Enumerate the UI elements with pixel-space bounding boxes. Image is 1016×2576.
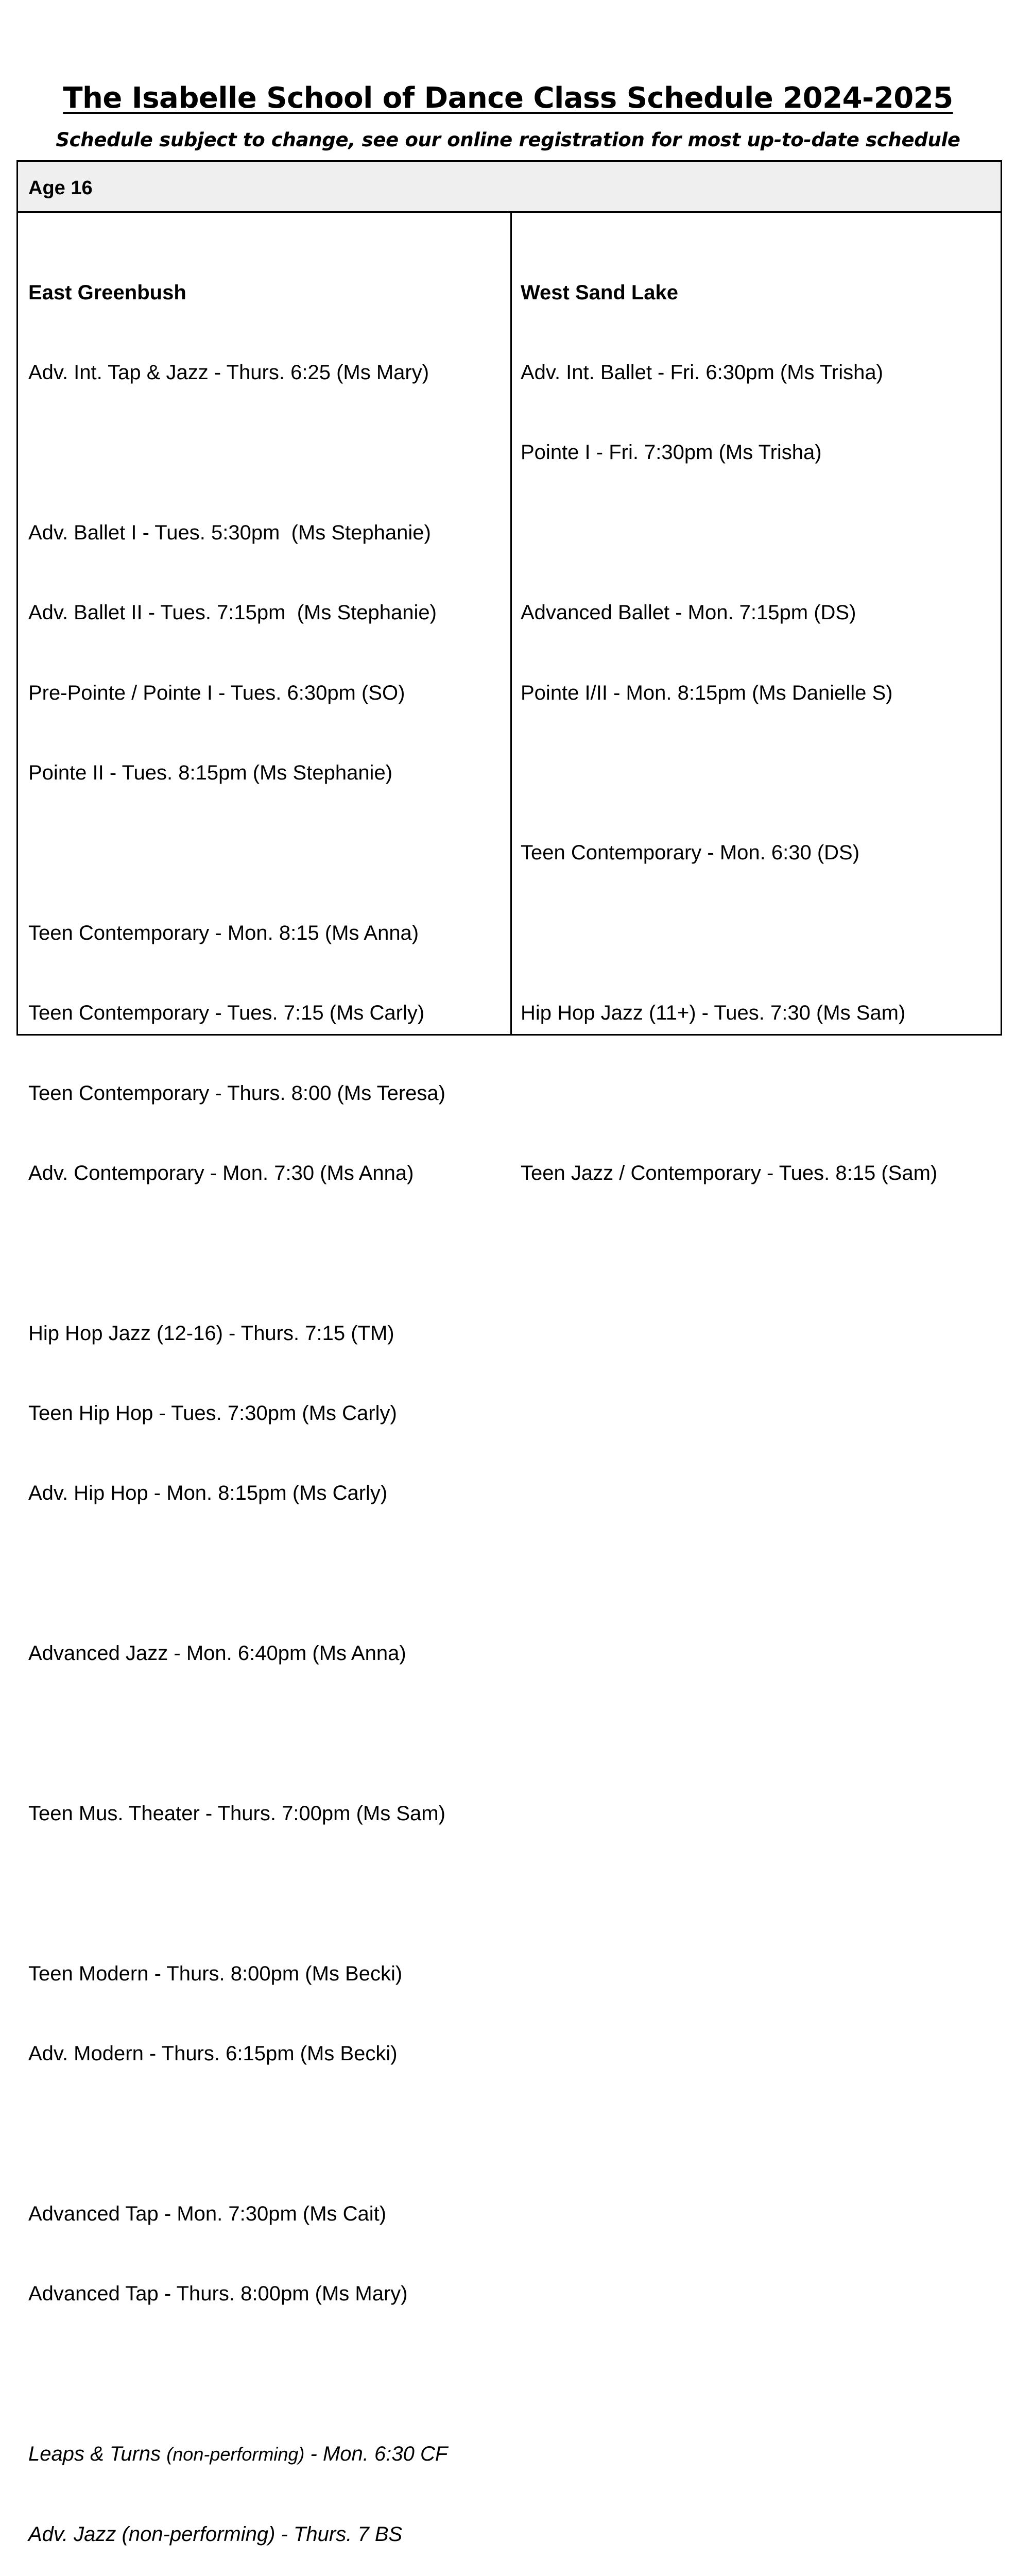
- class-entry: Pre-Pointe / Pointe I - Tues. 6:30pm (SO): [28, 681, 405, 704]
- class-entry: Advanced Ballet - Mon. 7:15pm (DS): [521, 601, 856, 624]
- age-header: [18, 162, 1001, 213]
- class-entry: Teen Contemporary - Thurs. 8:00 (Ms Teresa): [28, 1081, 445, 1105]
- class-entry: Advanced Jazz - Mon. 6:40pm (Ms Anna): [28, 1642, 406, 1665]
- location-heading: East Greenbush: [28, 281, 186, 304]
- class-entry: Teen Modern - Thurs. 8:00pm (Ms Becki): [28, 1962, 403, 1985]
- class-entry: Advanced Tap - Mon. 7:30pm (Ms Cait): [28, 2202, 387, 2225]
- non-performing-entry: [28, 2441, 507, 2468]
- class-entry: Pointe I - Fri. 7:30pm (Ms Trisha): [521, 441, 822, 464]
- class-entry: Hip Hop Jazz (11+) - Tues. 7:30 (Ms Sam): [521, 1002, 906, 1025]
- class-entry: Adv. Modern - Thurs. 6:15pm (Ms Becki): [28, 2042, 398, 2065]
- class-entry: Adv. Int. Tap & Jazz - Thurs. 6:25 (Ms Mary): [28, 361, 429, 384]
- class-entry: Teen Contemporary - Tues. 7:15 (Ms Carly): [28, 1002, 425, 1025]
- entry-text: Leaps & Turns: [28, 2443, 167, 2466]
- page-subtitle: Schedule subject to change, see our online registration for most up-to-date schedule: [56, 129, 960, 151]
- class-entry: Adv. Hip Hop - Mon. 8:15pm (Ms Carly): [28, 1482, 388, 1505]
- west-sand-lake-column: [521, 226, 994, 1240]
- class-entry: Pointe II - Tues. 8:15pm (Ms Stephanie): [28, 761, 393, 784]
- entry-note: (non-performing): [166, 2444, 305, 2465]
- class-entry: Teen Contemporary - Mon. 8:15 (Ms Anna): [28, 921, 419, 944]
- class-entry: Adv. Int. Ballet - Fri. 6:30pm (Ms Trisha): [521, 361, 883, 384]
- class-entry: Pointe I/II - Mon. 8:15pm (Ms Danielle S): [521, 681, 893, 704]
- class-entry: Teen Jazz / Contemporary - Tues. 8:15 (Sam): [521, 1161, 938, 1184]
- column-divider: [510, 213, 512, 1034]
- entry-text: - Mon. 6:30 CF: [304, 2443, 448, 2466]
- non-performing-entry: Adv. Jazz (non-performing) - Thurs. 7 BS: [28, 2522, 403, 2546]
- class-entry: Adv. Ballet I - Tues. 5:30pm (Ms Stephanie): [28, 521, 431, 544]
- location-heading: West Sand Lake: [521, 281, 679, 304]
- east-greenbush-column: [28, 226, 507, 2576]
- class-entry: Teen Hip Hop - Tues. 7:30pm (Ms Carly): [28, 1402, 397, 1425]
- class-entry: Hip Hop Jazz (12-16) - Thurs. 7:15 (TM): [28, 1321, 394, 1345]
- class-entry: Adv. Ballet II - Tues. 7:15pm (Ms Stephanie): [28, 601, 437, 624]
- schedule-table: [16, 160, 1002, 2546]
- page-title: The Isabelle School of Dance Class Schedule 2024-2025: [63, 81, 953, 115]
- class-entry: Teen Mus. Theater - Thurs. 7:00pm (Ms Sam): [28, 1802, 445, 1825]
- age-label: Age 16: [28, 177, 93, 199]
- class-entry: Adv. Contemporary - Mon. 7:30 (Ms Anna): [28, 1161, 414, 1184]
- class-entry: Advanced Tap - Thurs. 8:00pm (Ms Mary): [28, 2282, 408, 2306]
- class-entry: Teen Contemporary - Mon. 6:30 (DS): [521, 841, 860, 865]
